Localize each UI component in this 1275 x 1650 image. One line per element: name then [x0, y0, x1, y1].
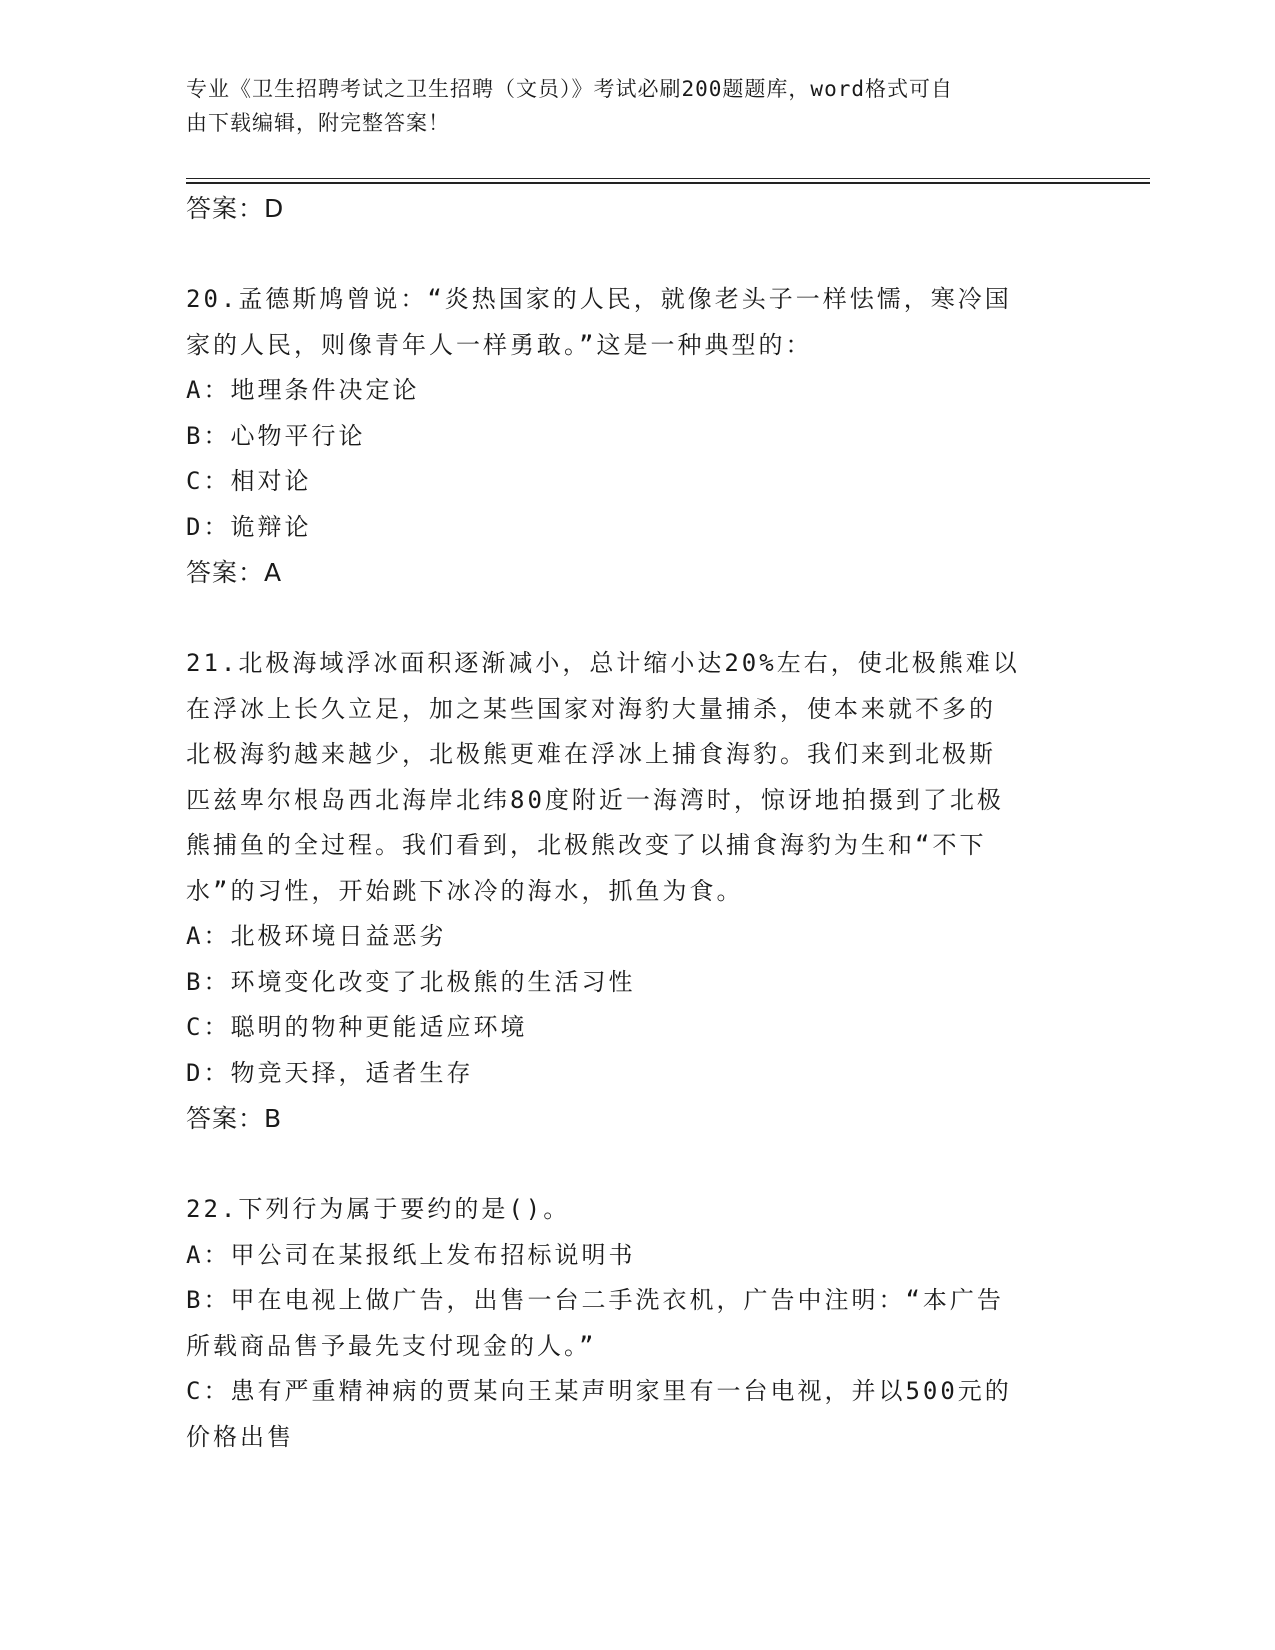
spacer: [186, 596, 1086, 642]
answer-line: 答案：B: [186, 1104, 283, 1133]
option-b: B：环境变化改变了北极熊的生活习性: [186, 967, 636, 996]
option-a: A：北极环境日益恶劣: [186, 922, 447, 950]
option-c: C：相对论: [186, 467, 312, 495]
option-d: D：物竞天择，适者生存: [186, 1058, 474, 1087]
option-c: C：患有严重精神病的贾某向王某声明家里有一台电视，并以500元的: [186, 1377, 1012, 1405]
question-text-line: 熊捕鱼的全过程。我们看到，北极熊改变了以捕食海豹为生和“不下: [186, 831, 987, 859]
option-b: B：甲在电视上做广告，出售一台二手洗衣机，广告中注明：“本广告: [186, 1286, 1004, 1314]
previous-answer: 答案：D: [186, 194, 285, 223]
header-divider-thin: [186, 178, 1150, 179]
option-b: B：心物平行论: [186, 421, 366, 450]
question-text-line: 20.孟德斯鸠曾说：“炎热国家的人民，就像老头子一样怯懦，寒冷国: [186, 285, 1012, 313]
option-c: C：聪明的物种更能适应环境: [186, 1013, 528, 1041]
question-text-line: 在浮冰上长久立足，加之某些国家对海豹大量捕杀，使本来就不多的: [186, 694, 996, 723]
question-22: [186, 1187, 1086, 1460]
question-20: [186, 277, 1086, 596]
question-text-line: 家的人民，则像青年人一样勇敢。”这是一种典型的：: [186, 330, 813, 359]
option-d: D：诡辩论: [186, 512, 312, 541]
question-text-line: 水”的习性，开始跳下冰冷的海水，抓鱼为食。: [186, 876, 744, 905]
question-text-line: 22.下列行为属于要约的是()。: [186, 1195, 571, 1223]
answer-line: 答案：A: [186, 558, 283, 587]
spacer: [186, 1142, 1086, 1188]
question-text-line: 21.北极海域浮冰面积逐渐减小，总计缩小达20%左右，使北极熊难以: [186, 649, 1020, 677]
document-body: [186, 186, 1086, 1460]
spacer: [186, 232, 1086, 278]
option-b-continued: 所载商品售予最先支付现金的人。”: [186, 1331, 597, 1360]
header-title-line-1: 专业《卫生招聘考试之卫生招聘（文员）》考试必刷200题题库，word格式可自: [186, 77, 953, 101]
document-header: [186, 72, 1066, 140]
option-a: A：地理条件决定论: [186, 376, 420, 404]
question-text-line: 北极海豹越来越少，北极熊更难在浮冰上捕食海豹。我们来到北极斯: [186, 740, 996, 768]
option-a: A：甲公司在某报纸上发布招标说明书: [186, 1240, 636, 1269]
question-text-line: 匹兹卑尔根岛西北海岸北纬80度附近一海湾时，惊讶地拍摄到了北极: [186, 785, 1004, 814]
header-divider-thick: [186, 182, 1150, 184]
option-c-continued: 价格出售: [186, 1422, 294, 1451]
question-21: [186, 641, 1086, 1142]
header-title-line-2: 由下载编辑，附完整答案！: [186, 111, 450, 135]
